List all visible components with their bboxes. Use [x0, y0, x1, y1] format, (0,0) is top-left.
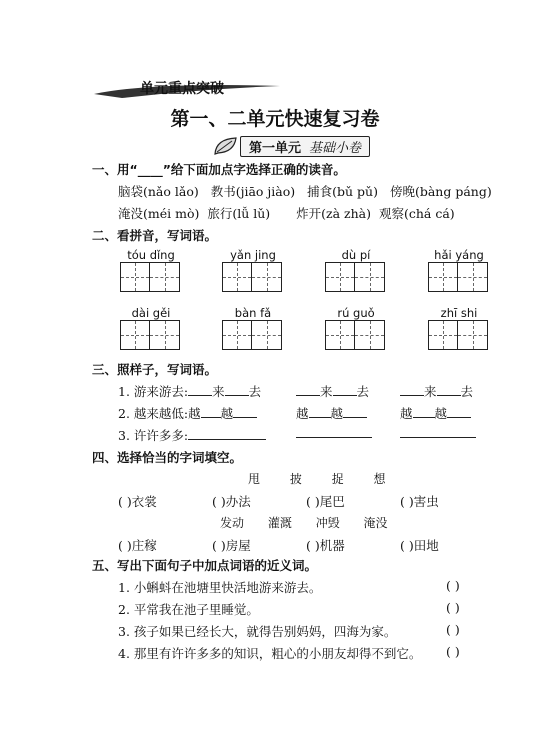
bank-word: 灌溉: [267, 516, 292, 530]
fill-item[interactable]: ( )庄稼: [118, 538, 157, 553]
writing-grid[interactable]: [222, 320, 284, 350]
unit-name: 第一单元: [249, 140, 302, 156]
pinyin-label: yǎn jing: [230, 248, 276, 262]
s3-item-3: [118, 426, 266, 444]
pinyin-writing-box: [428, 248, 490, 292]
bank-word: 冲毁: [315, 516, 340, 530]
s1-item: 傍晚(bàng páng): [389, 184, 492, 199]
s3-char: 来: [212, 384, 225, 399]
s3-char: 来: [424, 384, 437, 399]
answer-blank[interactable]: [343, 416, 367, 418]
bank-word: 捉: [331, 472, 344, 486]
s3-item-1-c: [400, 382, 473, 400]
s3-char: 越: [400, 406, 413, 421]
unit-subtitle: 基础小卷: [309, 140, 362, 156]
section-banner: 单元重点突破: [140, 81, 224, 97]
s3-prefix: 3. 许许多多:: [118, 428, 189, 443]
answer-blank[interactable]: [333, 394, 357, 396]
fill-item[interactable]: ( )衣裳: [118, 494, 157, 509]
s3-item-2-c: [400, 404, 471, 422]
writing-grid[interactable]: [222, 262, 284, 292]
s5-sentence: 1. 小蝌蚪在池塘里快活地游来游去。: [118, 580, 322, 595]
page-title: 第一、二单元快速复习卷: [170, 108, 380, 130]
fill-item[interactable]: ( )机器: [306, 538, 345, 553]
bank-word: 淹没: [363, 516, 388, 530]
s1-item: 观察(chá cá): [379, 206, 455, 221]
s3-char: 去: [248, 384, 262, 399]
fill-item[interactable]: ( )房屋: [212, 538, 251, 553]
s1-item: 炸开(zà zhà): [296, 206, 372, 221]
s3-char: 越: [434, 406, 448, 421]
pinyin-label: zhī shi: [440, 306, 478, 320]
answer-blank[interactable]: [413, 416, 435, 418]
pinyin-writing-box: [222, 248, 284, 292]
pinyin-label: dù pí: [341, 248, 371, 262]
s1-item: 捕食(bǔ pǔ): [307, 184, 378, 199]
answer-blank[interactable]: [225, 394, 249, 396]
s5-sentence: 4. 那里有许许多多的知识，粗心的小朋友却得不到它。: [118, 646, 422, 661]
s1-row-2: [118, 204, 455, 222]
writing-grid[interactable]: [120, 320, 182, 350]
writing-grid[interactable]: [325, 320, 387, 350]
s3-item-2-b: [296, 404, 367, 422]
writing-grid[interactable]: [428, 320, 490, 350]
section-3-heading: 三、照样子，写词语。: [92, 362, 218, 377]
answer-blank[interactable]: [296, 394, 320, 396]
s5-sentence: 2. 平常我在池子里睡觉。: [118, 602, 259, 617]
answer-parentheses[interactable]: ( ): [446, 622, 460, 637]
s3-char: 越: [296, 406, 309, 421]
pinyin-writing-box: [325, 248, 387, 292]
fill-item[interactable]: ( )害虫: [400, 494, 439, 509]
s3-prefix: 1. 游来游去:: [118, 384, 189, 399]
s5-sentence: 3. 孩子如果已经长大，就得告别妈妈，四海为家。: [118, 624, 397, 639]
bank-word: 披: [289, 472, 302, 486]
fill-item[interactable]: ( )田地: [400, 538, 439, 553]
pinyin-writing-box: [120, 248, 182, 292]
pinyin-writing-box: [428, 306, 490, 350]
fill-item[interactable]: ( )尾巴: [306, 494, 345, 509]
s3-char: 越: [188, 406, 201, 421]
writing-grid[interactable]: [325, 262, 387, 292]
leaf-icon: [212, 135, 240, 157]
answer-blank[interactable]: [447, 416, 471, 418]
pinyin-writing-box: [325, 306, 387, 350]
s3-item-1-b: [296, 382, 369, 400]
answer-parentheses[interactable]: ( ): [446, 644, 460, 659]
unit-header: [212, 135, 370, 157]
pinyin-label: rú guǒ: [337, 306, 375, 320]
answer-blank[interactable]: [296, 436, 372, 438]
writing-grid[interactable]: [428, 262, 490, 292]
s3-item-1: [118, 382, 261, 400]
s3-prefix: 2. 越来越低:: [118, 406, 189, 421]
s1-row-1: [118, 182, 492, 200]
answer-blank[interactable]: [188, 438, 266, 440]
answer-blank[interactable]: [437, 394, 461, 396]
pinyin-label: hǎi yáng: [434, 248, 484, 262]
s3-item-3-b: [296, 426, 372, 441]
answer-blank[interactable]: [400, 394, 424, 396]
answer-parentheses[interactable]: ( ): [446, 578, 460, 593]
answer-blank[interactable]: [188, 394, 212, 396]
s3-item-3-c: [400, 426, 476, 441]
section-2-heading: 二、看拼音，写词语。: [92, 228, 218, 243]
s1-item: 教书(jiāo jiào): [210, 184, 296, 199]
answer-parentheses[interactable]: ( ): [446, 600, 460, 615]
pinyin-label: dài gěi: [131, 306, 171, 320]
word-bank-2: [220, 514, 388, 531]
bank-word: 甩: [248, 472, 261, 486]
answer-blank[interactable]: [400, 436, 476, 438]
s1-item: 旅行(lǚ lǔ): [207, 206, 271, 221]
bank-word: 发动: [220, 516, 245, 530]
s3-char: 来: [320, 384, 333, 399]
fill-item[interactable]: ( )办法: [212, 494, 251, 509]
s3-char: 越: [330, 406, 344, 421]
pinyin-label: tóu dǐng: [127, 248, 175, 262]
s3-char: 去: [356, 384, 370, 399]
writing-grid[interactable]: [120, 262, 182, 292]
answer-blank[interactable]: [201, 416, 221, 418]
pinyin-label: bàn fǎ: [234, 306, 272, 320]
bank-word: 想: [373, 472, 386, 486]
pinyin-writing-box: [120, 306, 182, 350]
s1-item: 淹没(méi mò): [118, 206, 200, 221]
s3-char: 去: [460, 384, 474, 399]
answer-blank[interactable]: [309, 416, 331, 418]
section-1-heading: 一、用“____”给下面加点字选择正确的读音。: [92, 162, 346, 177]
s3-item-2: [118, 404, 257, 422]
pinyin-writing-box: [222, 306, 284, 350]
s3-char: 越: [220, 406, 234, 421]
answer-blank[interactable]: [233, 416, 257, 418]
word-bank-1: [248, 470, 386, 487]
section-4-heading: 四、选择恰当的字词填空。: [92, 450, 243, 465]
section-5-heading: 五、写出下面句子中加点词语的近义词。: [92, 558, 318, 573]
s1-item: 脑袋(nǎo lǎo): [118, 184, 199, 199]
